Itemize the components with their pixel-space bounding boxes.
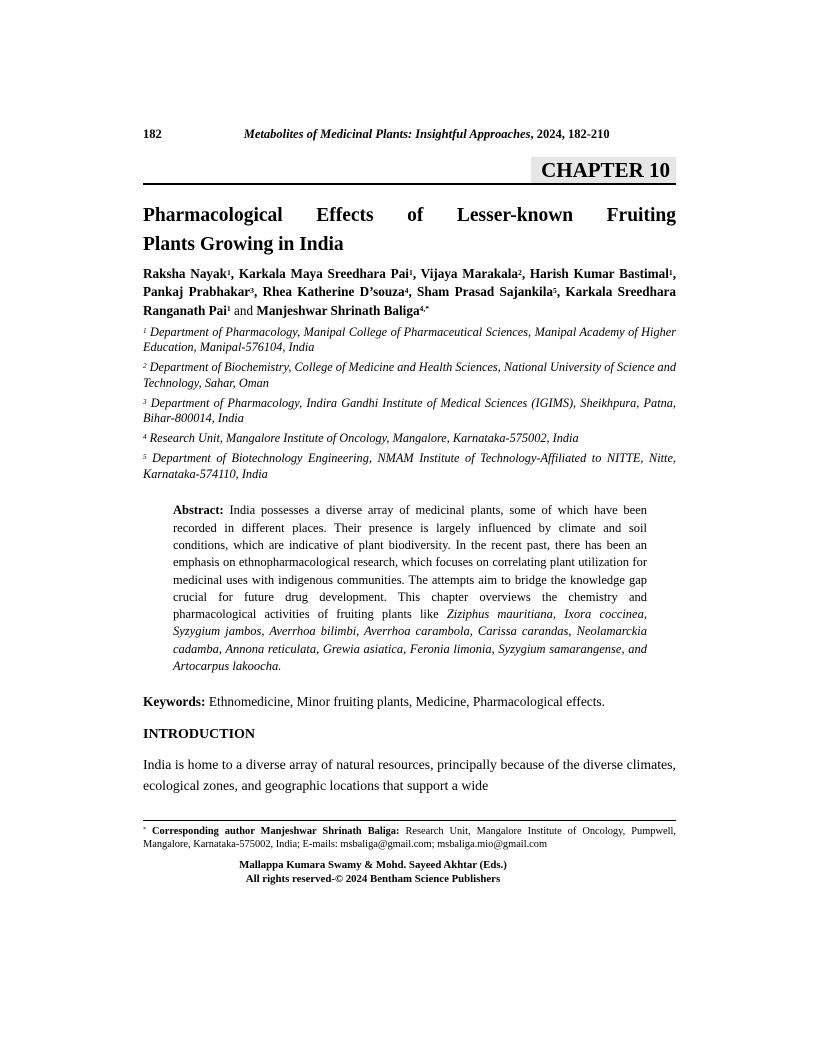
running-title: Metabolites of Medicinal Plants: Insightful Approaches, 2024, 182-210 [243, 127, 610, 141]
keywords-paragraph: Keywords: Ethnomedicine, Minor fruiting plants, Medicine, Pharmacological effects. [143, 694, 605, 710]
page-number: 182 [143, 127, 162, 141]
page-header [143, 127, 676, 142]
abstract-paragraph: Abstract: India possesses a diverse array of medicinal plants, some of which have been recorded in different places. Their presence is largely influenced by climate and soil conditions, which are indicative of plant biodiversity. In the recent past, there has been an emphasis on ethnopharmacological research, which focuses on correlating plant utilization for medicinal uses with indigenous communities. The attempts aim to bridge the knowledge gap crucial for future drug development. This chapter overviews the chemistry and pharmacological activities of fruiting plants like Ziziphus mauritiana, Ixora coccinea, Syzygium jambos, Averrhoa bilimbi, Averrhoa carambola, Carissa carandas, Neolamarckia cadamba, Annona reticulata, Grewia asiatica, Feronia limonia, Syzygium samarangense, and Artocarpus lakoocha. [173, 503, 647, 674]
chapter-title-line1: Pharmacological Effects of Lesser-known Fruiting [143, 205, 676, 226]
corresponding-author-footnote: * Corresponding author Manjeshwar Shrinath Baliga: Research Unit, Mangalore Institute of Oncology, Pumpwell, Mangalore, Karnataka-575002, India; E-mails: msbaliga@gmail.com; msbaliga.mio@gmail.com [143, 820, 676, 852]
affiliation-5: $^5$ Department of Biotechnology Engineering, NMAM Institute of Technology-Affiliated to NITTE, Nitte, Karnataka-574110, India [143, 451, 676, 481]
chapter-banner [143, 157, 676, 185]
author-list: Raksha Nayak$^1$, Karkala Maya Sreedhara Pai$^1$, Vijaya Marakala$^2$, Harish Kumar Bastimal$^1$, Pankaj Prabhakar$^3$, Rhea Katherine D’souza$^4$, Sham Prasad Sajankila$^5$, Karkala Sreedhara Ranganath Pai$^1$ and Manjeshwar Shrinath Baliga$^{4,*}$ [143, 266, 677, 318]
chapter-title-line2: Plants Growing in India [143, 233, 344, 255]
affiliation-3: $^3$ Department of Pharmacology, Indira Gandhi Institute of Medical Sciences (IGIMS), Sheikhpura, Patna, Bihar-800014, India [143, 395, 676, 426]
introduction-paragraph: India is home to a diverse array of natural resources, principally because of the diverse climates, ecological zones, and geographic locations that support a wide [143, 756, 676, 793]
page-footer [143, 859, 603, 886]
section-heading-introduction: INTRODUCTION [143, 726, 256, 742]
affiliation-4: $^4$ Research Unit, Mangalore Institute of Oncology, Mangalore, Karnataka-575002, India [143, 431, 579, 446]
affiliation-2: $^2$ Department of Biochemistry, College of Medicine and Health Sciences, National University of Science and Technology, Sahar, Oman [143, 360, 676, 390]
footer-editors-line: Mallappa Kumara Swamy & Mohd. Sayeed Akhtar (Eds.) [239, 859, 507, 871]
affiliation-1: $^1$ Department of Pharmacology, Manipal College of Pharmaceutical Sciences, Manipal Academy of Higher Education, Manipal-576104, India [143, 324, 676, 355]
footer-copyright-line: All rights reserved-© 2024 Bentham Science Publishers [245, 872, 501, 885]
chapter-label: CHAPTER 10 [531, 157, 676, 183]
affiliations [143, 325, 676, 483]
chapter-title [143, 202, 676, 259]
content-column [143, 0, 676, 796]
